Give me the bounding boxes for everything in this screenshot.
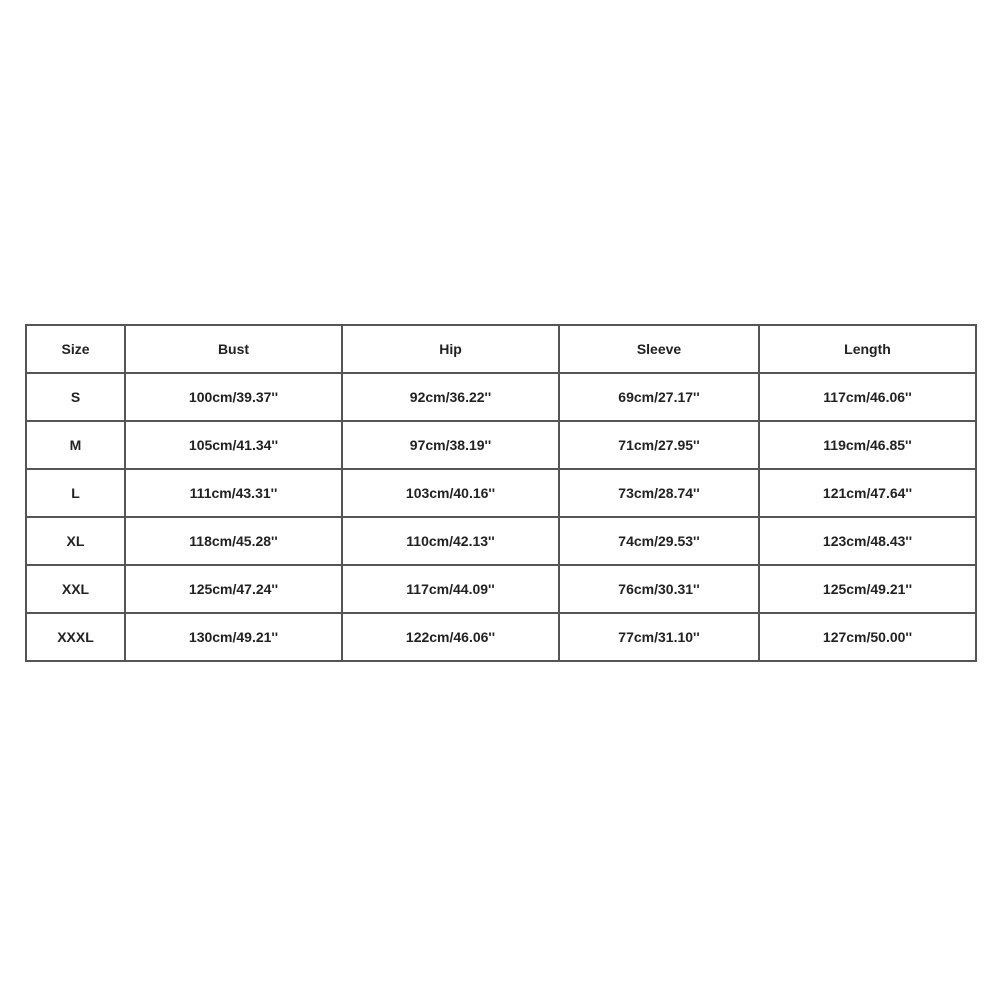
size-cell: XXL [26,565,125,613]
header-hip: Hip [342,325,559,373]
table-row [26,613,976,661]
table-row [26,517,976,565]
bust-cell: 105cm/41.34'' [125,421,342,469]
sleeve-cell: 77cm/31.10'' [559,613,759,661]
sleeve-cell: 76cm/30.31'' [559,565,759,613]
length-cell: 127cm/50.00'' [759,613,976,661]
size-cell: S [26,373,125,421]
bust-cell: 125cm/47.24'' [125,565,342,613]
length-cell: 117cm/46.06'' [759,373,976,421]
length-cell: 119cm/46.85'' [759,421,976,469]
hip-cell: 97cm/38.19'' [342,421,559,469]
hip-cell: 122cm/46.06'' [342,613,559,661]
hip-cell: 117cm/44.09'' [342,565,559,613]
size-cell: XL [26,517,125,565]
bust-cell: 111cm/43.31'' [125,469,342,517]
header-row [26,325,976,373]
header-size: Size [26,325,125,373]
table-row [26,469,976,517]
length-cell: 125cm/49.21'' [759,565,976,613]
header-sleeve: Sleeve [559,325,759,373]
bust-cell: 118cm/45.28'' [125,517,342,565]
length-cell: 121cm/47.64'' [759,469,976,517]
size-cell: M [26,421,125,469]
table-row [26,421,976,469]
bust-cell: 130cm/49.21'' [125,613,342,661]
table-row [26,373,976,421]
header-length: Length [759,325,976,373]
table-row [26,565,976,613]
sleeve-cell: 71cm/27.95'' [559,421,759,469]
hip-cell: 92cm/36.22'' [342,373,559,421]
size-cell: XXXL [26,613,125,661]
hip-cell: 103cm/40.16'' [342,469,559,517]
sleeve-cell: 73cm/28.74'' [559,469,759,517]
sleeve-cell: 69cm/27.17'' [559,373,759,421]
length-cell: 123cm/48.43'' [759,517,976,565]
bust-cell: 100cm/39.37'' [125,373,342,421]
header-bust: Bust [125,325,342,373]
hip-cell: 110cm/42.13'' [342,517,559,565]
size-chart-table [25,324,977,662]
sleeve-cell: 74cm/29.53'' [559,517,759,565]
size-cell: L [26,469,125,517]
